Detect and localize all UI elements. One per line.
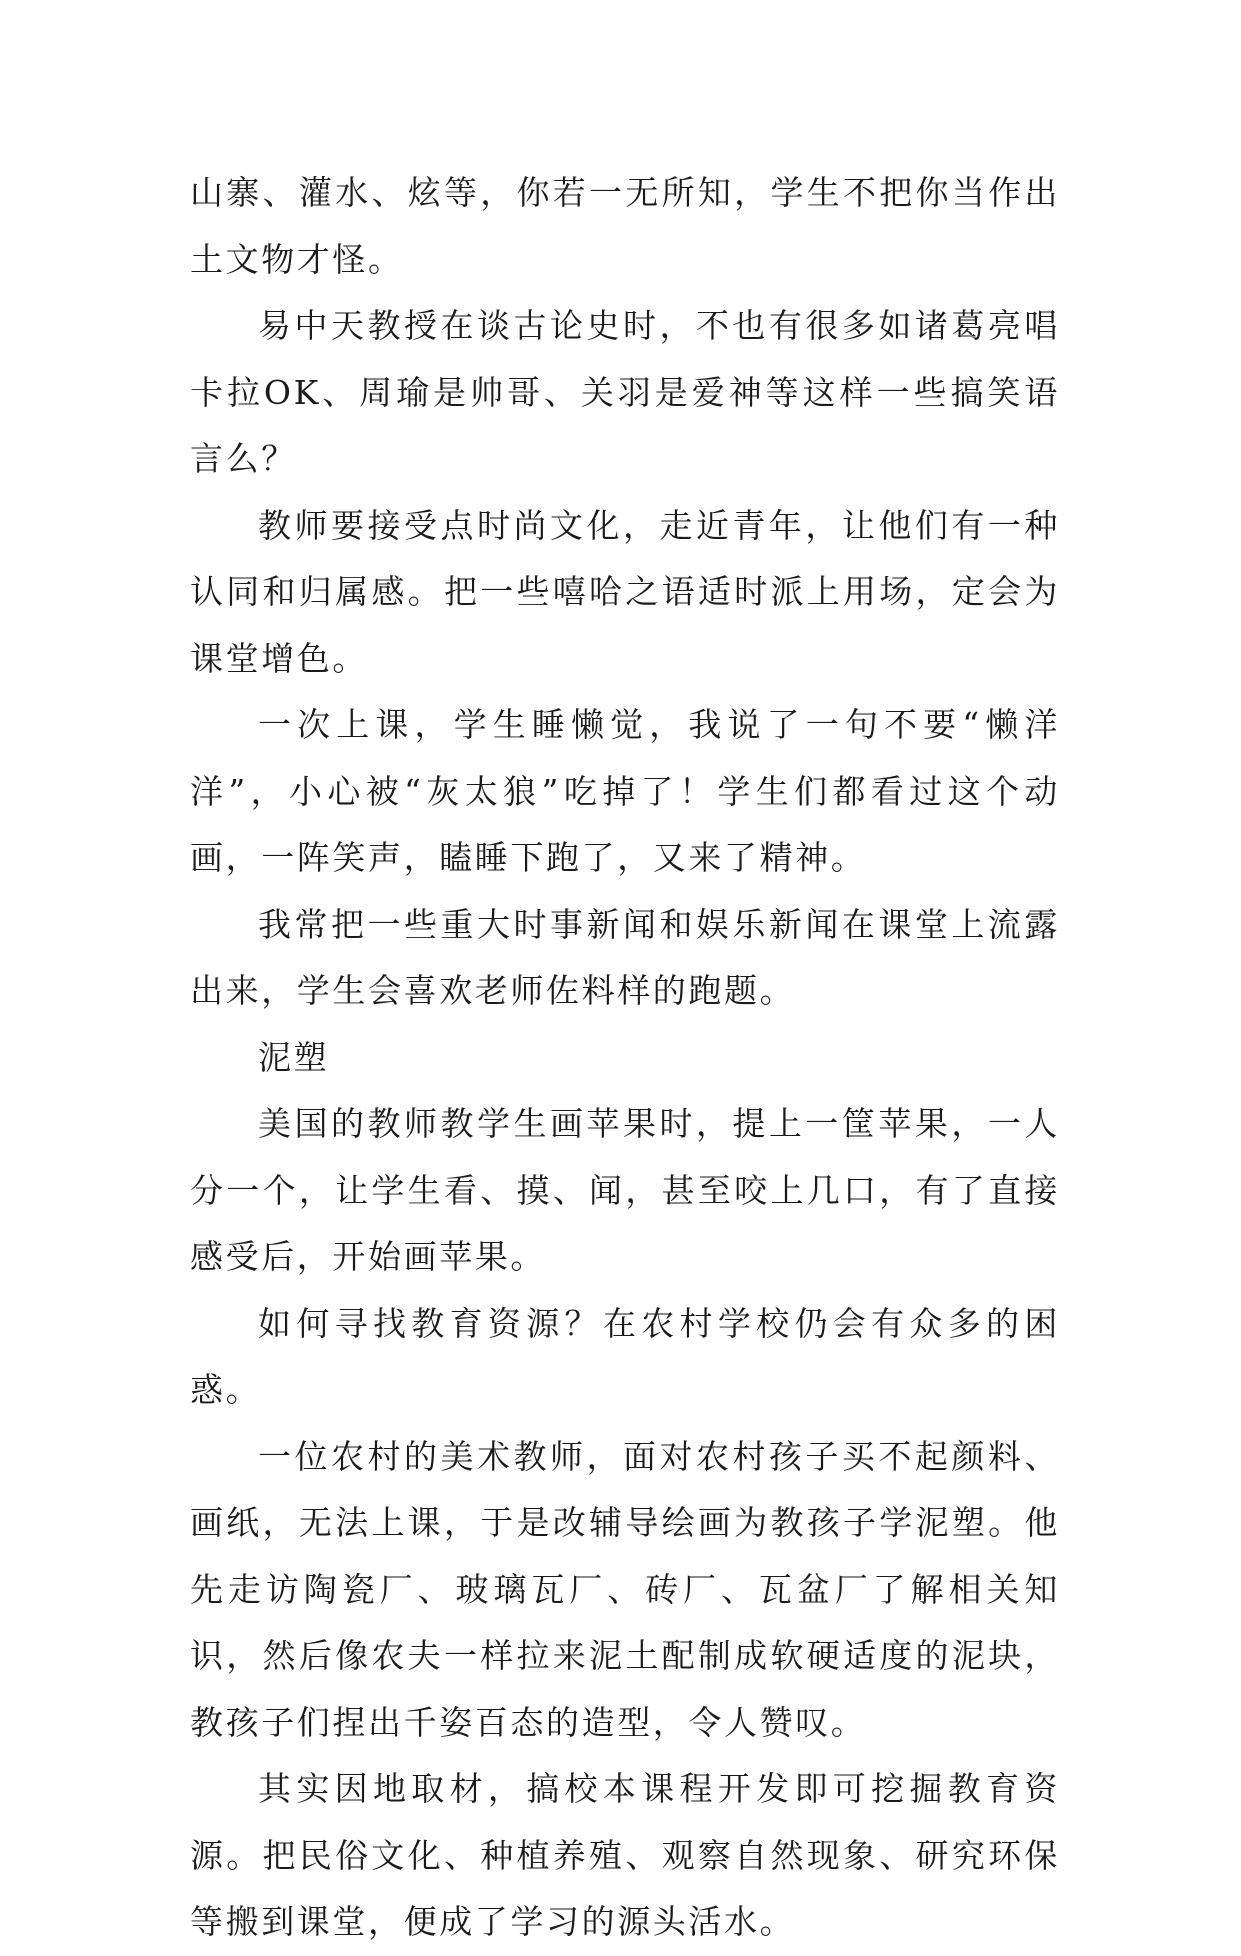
paragraph-7: 美国的教师教学生画苹果时，提上一筐苹果，一人分一个，让学生看、摸、闻，甚至咬上几口，有了直接感受后，开始画苹果。 [190,1104,1060,1276]
paragraph-8: 如何寻找教育资源？在农村学校仍会有众多的困惑。 [190,1303,1060,1409]
paragraph-1: 山寨、灌水、炫等，你若一无所知，学生不把你当作出土文物才怪。 [190,173,1060,279]
paragraph-9: 一位农村的美术教师，面对农村孩子买不起颜料、画纸，无法上课，于是改辅导绘画为教孩子学泥塑。他先走访陶瓷厂、玻璃瓦厂、砖厂、瓦盆厂了解相关知识，然后像农夫一样拉来泥土配制成软硬适度的泥块，教孩子们捏出千姿百态的造型，令人赞叹。 [190,1436,1060,1742]
paragraph-4: 一次上课，学生睡懒觉，我说了一句不要“懒洋洋”，小心被“灰太狼”吃掉了！学生们都看过这个动画，一阵笑声，瞌睡下跑了，又来了精神。 [190,705,1060,877]
paragraph-10: 其实因地取材，搞校本课程开发即可挖掘教育资源。把民俗文化、种植养殖、观察自然现象、研究环保等搬到课堂，便成了学习的源头活水。 [190,1769,1060,1941]
body-text [190,160,1060,1956]
paragraph-3: 教师要接受点时尚文化，走近青年，让他们有一种认同和归属感。把一些嘻哈之语适时派上用场，定会为课堂增色。 [190,505,1060,678]
section-heading-clay-sculpture: 泥塑 [258,1037,330,1077]
paragraph-2: 易中天教授在谈古论史时，不也有很多如诸葛亮唱卡拉OK、周瑜是帅哥、关羽是爱神等这样一些搞笑语言么？ [190,306,1060,478]
paragraph-5: 我常把一些重大时事新闻和娱乐新闻在课堂上流露出来，学生会喜欢老师佐料样的跑题。 [190,904,1060,1010]
